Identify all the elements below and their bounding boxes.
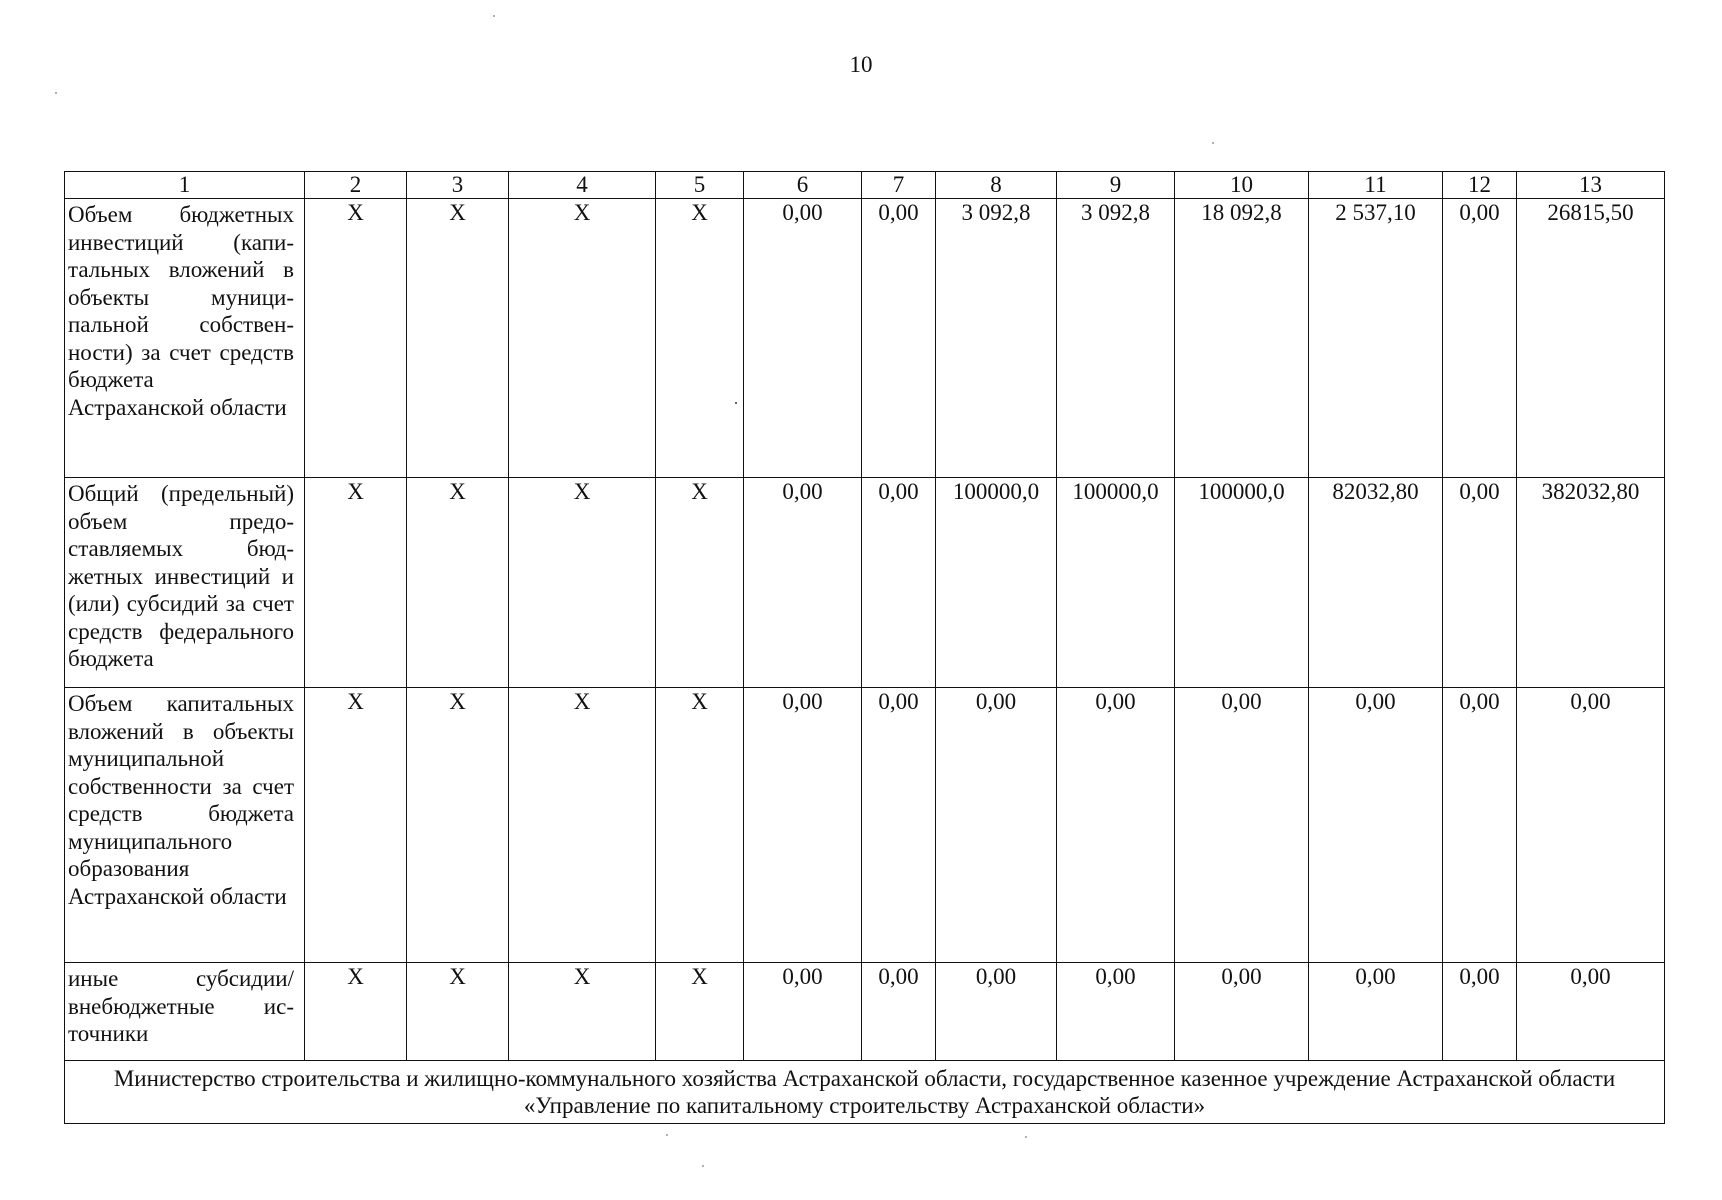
table-cell: 0,00 (744, 478, 862, 688)
table-cell: 0,00 (1443, 963, 1517, 1061)
table-cell: X (305, 688, 407, 963)
table-cell: 0,00 (862, 963, 936, 1061)
responsible-organizations: Министерство строительства и жилищно-коммунального хозяйства Астраханской области, государственное казенное учреждение Астраханской области «Управление по капитальному строительству Астраханской области» (65, 1061, 1665, 1124)
table-cell: 82032,80 (1309, 478, 1443, 688)
table-cell: X (656, 478, 744, 688)
table-cell: 2 537,10 (1309, 199, 1443, 478)
column-header: 4 (509, 172, 656, 199)
column-header: 10 (1175, 172, 1309, 199)
table-cell: 100000,0 (1175, 478, 1309, 688)
table-cell: X (509, 963, 656, 1061)
table-cell: 26815,50 (1517, 199, 1665, 478)
column-header: 13 (1517, 172, 1665, 199)
column-header: 6 (744, 172, 862, 199)
column-header: 3 (407, 172, 509, 199)
table-cell: X (305, 199, 407, 478)
column-header: 11 (1309, 172, 1443, 199)
table-cell: 0,00 (744, 199, 862, 478)
scan-speck (1212, 142, 1214, 144)
table-cell: 0,00 (1443, 688, 1517, 963)
table-cell: 0,00 (862, 199, 936, 478)
table-cell: X (407, 963, 509, 1061)
table-cell: 100000,0 (936, 478, 1057, 688)
column-header: 1 (65, 172, 305, 199)
column-header: 7 (862, 172, 936, 199)
table-footer-row (65, 1061, 1665, 1124)
table-cell: 0,00 (1175, 688, 1309, 963)
scan-speck (666, 1134, 668, 1136)
table-cell: X (407, 199, 509, 478)
column-header: 12 (1443, 172, 1517, 199)
table-cell: 0,00 (1057, 963, 1175, 1061)
row-label: Объем бюджетных инвестиций (капитальных вложений в объекты муниципальной собственности) за счет средств бюджета Астраханской области (65, 199, 305, 478)
table-cell: X (305, 963, 407, 1061)
table-cell: 3 092,8 (936, 199, 1057, 478)
table-cell: 0,00 (1175, 963, 1309, 1061)
table-cell: 0,00 (1443, 478, 1517, 688)
table-cell: 0,00 (744, 688, 862, 963)
column-header: 2 (305, 172, 407, 199)
table-cell: 100000,0 (1057, 478, 1175, 688)
table-cell: 0,00 (744, 963, 862, 1061)
table-cell: 0,00 (1517, 963, 1665, 1061)
column-header: 8 (936, 172, 1057, 199)
table-cell: 0,00 (1517, 688, 1665, 963)
table-cell: 382032,80 (1517, 478, 1665, 688)
table-cell: X (509, 478, 656, 688)
table-cell: X (407, 688, 509, 963)
table-row (65, 478, 1665, 688)
table-cell: 0,00 (1309, 963, 1443, 1061)
table-cell: X (656, 688, 744, 963)
row-label: Общий (предельный) объем предоставляемых бюджетных инвестиций и (или) субсидий за счет средств федерального бюджета (65, 478, 305, 688)
budget-table (64, 171, 1665, 1124)
table-cell: X (509, 199, 656, 478)
table-cell: X (656, 963, 744, 1061)
table-row (65, 199, 1665, 478)
table-header-row (65, 172, 1665, 199)
table-cell: X (509, 688, 656, 963)
table-cell: 0,00 (1057, 688, 1175, 963)
row-label: Объем капитальных вложений в объекты муниципальной собственности за счет средств бюджета муниципального образования Астраханской области (65, 688, 305, 963)
page-number: 10 (849, 52, 873, 77)
table-cell: 3 092,8 (1057, 199, 1175, 478)
column-header: 5 (656, 172, 744, 199)
table-cell: 0,00 (1309, 688, 1443, 963)
table-cell: 0,00 (862, 478, 936, 688)
table-row (65, 963, 1665, 1061)
scan-speck (55, 92, 57, 94)
column-header: 9 (1057, 172, 1175, 199)
table-cell: X (407, 478, 509, 688)
scan-speck (493, 15, 495, 17)
scan-speck (1025, 1136, 1027, 1138)
table-cell: 0,00 (862, 688, 936, 963)
scan-speck (702, 1165, 704, 1167)
table-row (65, 688, 1665, 963)
table-cell: X (656, 199, 744, 478)
table-cell: 0,00 (1443, 199, 1517, 478)
table-cell: 18 092,8 (1175, 199, 1309, 478)
row-label: иные субсидии/ внебюджетные источники (65, 963, 305, 1061)
table-cell: 0,00 (936, 963, 1057, 1061)
table-cell: 0,00 (936, 688, 1057, 963)
scan-speck (735, 402, 737, 404)
table-cell: X (305, 478, 407, 688)
